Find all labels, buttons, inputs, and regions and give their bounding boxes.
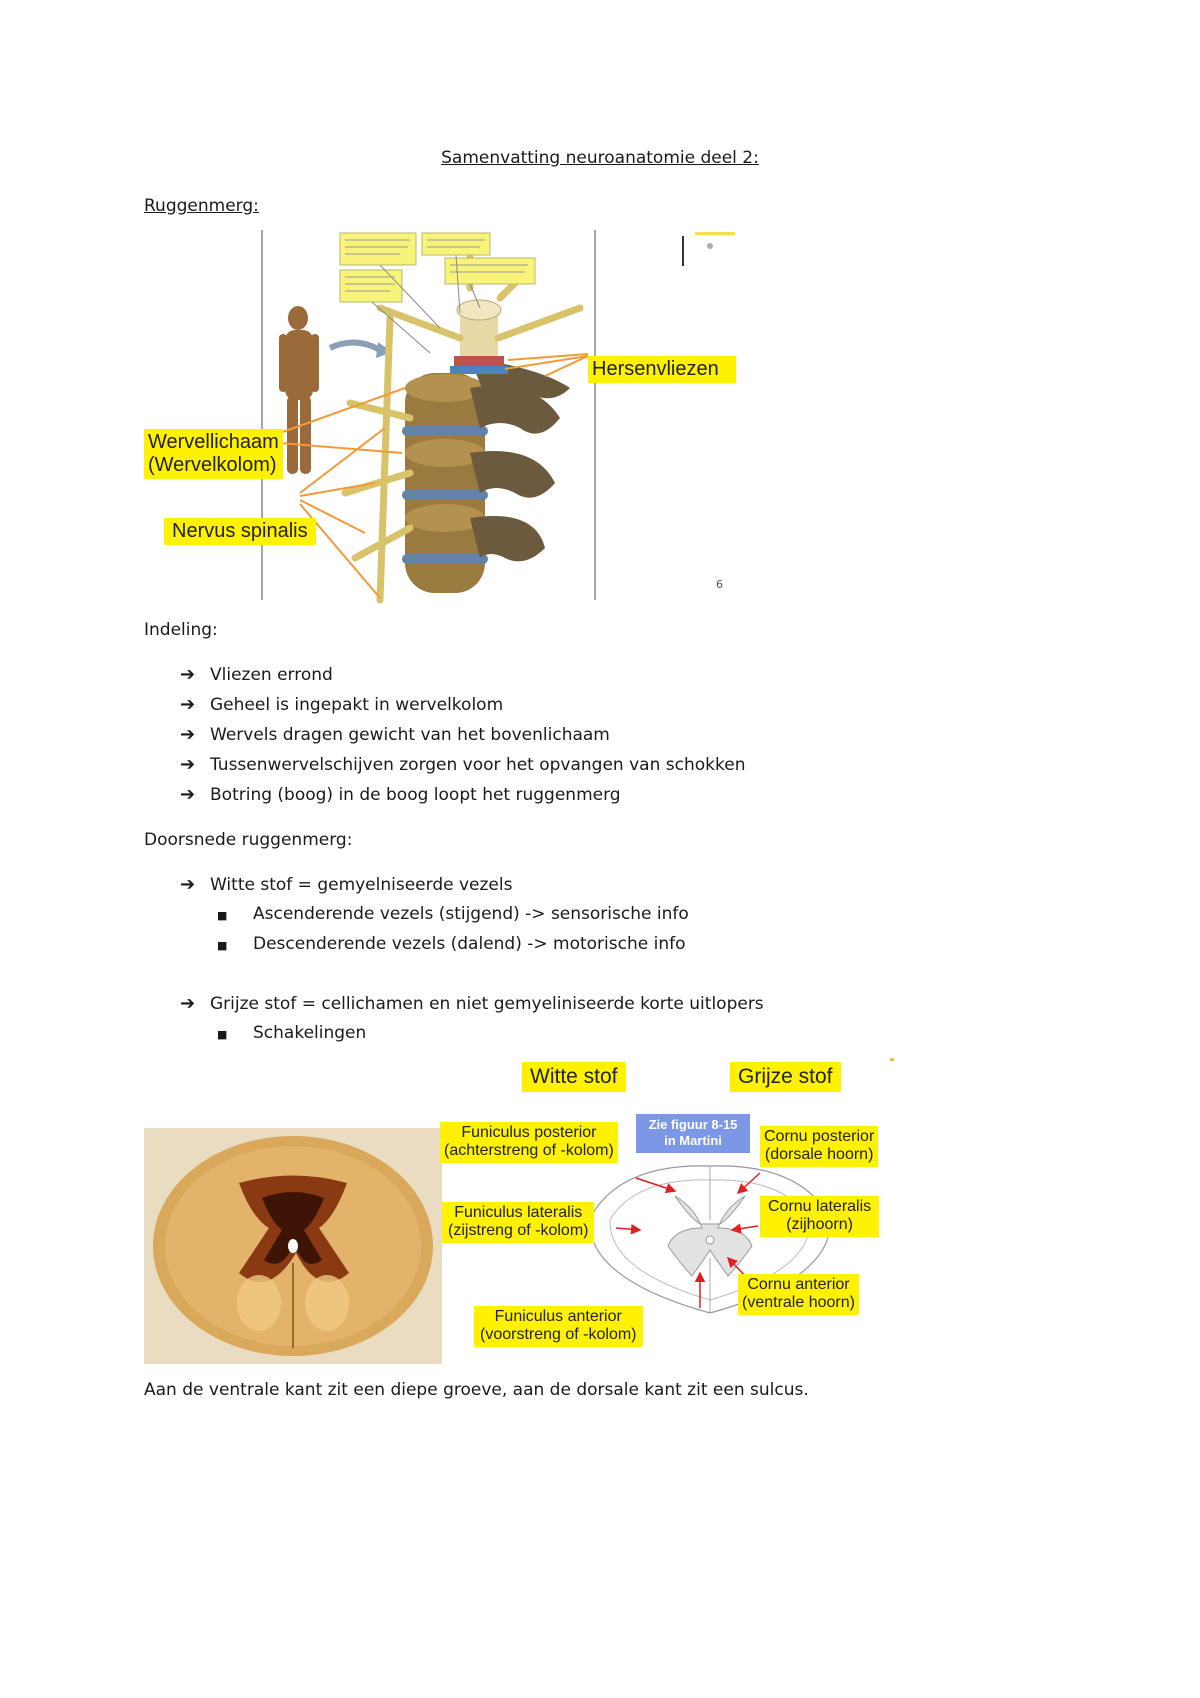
label-cornu-posterior: [760, 1126, 878, 1167]
label-funiculus-posterior: [440, 1122, 618, 1163]
arrow-bullet-icon: ➔: [180, 754, 196, 775]
list-item: [180, 754, 745, 775]
label-cornu-lateralis-line1: Cornu lateralis: [768, 1198, 872, 1215]
section-heading-ruggenmerg: Ruggenmerg:: [144, 196, 259, 216]
page-title: Samenvatting neuroanatomie deel 2:: [441, 148, 759, 168]
label-cornu-anterior-line2: (ventrale hoorn): [742, 1294, 855, 1312]
list-item-text: Schakelingen: [253, 1023, 367, 1043]
label-cornu-lateralis-line2: (zijhoorn): [786, 1216, 853, 1234]
arrow-bullet-icon: ➔: [180, 694, 196, 715]
arrow-bullet-icon: ➔: [180, 993, 196, 1014]
arrow-bullet-icon: ➔: [180, 664, 196, 685]
figure-page-mark: 6: [716, 578, 723, 591]
label-zie-figuur-line2: in Martini: [664, 1133, 722, 1149]
label-funiculus-anterior-line2: (voorstreng of -kolom): [480, 1326, 637, 1344]
label-witte-stof: Witte stof: [522, 1062, 626, 1092]
arrow-bullet-icon: ➔: [180, 784, 196, 805]
list-item-text: Tussenwervelschijven zorgen voor het opvangen van schokken: [210, 755, 746, 775]
list-item-text: Vliezen errond: [210, 665, 333, 685]
label-hersenvliezen: Hersenvliezen: [588, 356, 736, 383]
list-item: [180, 724, 610, 745]
cross-section-figure: [140, 1058, 900, 1368]
list-item: [180, 784, 621, 805]
label-cornu-posterior-line2: (dorsale hoorn): [764, 1146, 874, 1164]
label-wervellichaam-line2: (Wervelkolom): [148, 454, 277, 476]
label-wervellichaam-line1: Wervellichaam: [148, 431, 279, 453]
label-funiculus-posterior-line2: (achterstreng of -kolom): [444, 1142, 614, 1160]
label-funiculus-anterior: [474, 1306, 643, 1347]
label-nervus-spinalis: Nervus spinalis: [164, 518, 316, 545]
label-zie-figuur: [636, 1114, 750, 1153]
decorative-mark: [890, 1058, 894, 1061]
spinal-column-figure: [140, 228, 740, 608]
list-item: [180, 664, 333, 685]
square-bullet-icon: ■: [217, 939, 228, 952]
label-cornu-anterior-line1: Cornu anterior: [747, 1276, 850, 1293]
square-bullet-icon: ■: [217, 909, 228, 922]
sub-list-item: [217, 1023, 366, 1043]
label-cornu-anterior: [738, 1274, 859, 1315]
label-funiculus-lateralis-line1: Funiculus lateralis: [454, 1204, 583, 1221]
label-funiculus-posterior-line1: Funiculus posterior: [461, 1124, 597, 1141]
section-heading-indeling: Indeling:: [144, 620, 218, 640]
square-bullet-icon: ■: [217, 1028, 228, 1041]
list-item-text: Ascenderende vezels (stijgend) -> sensorische info: [253, 904, 689, 924]
list-item: [180, 694, 503, 715]
label-grijze-stof: Grijze stof: [730, 1062, 841, 1092]
list-item: [180, 874, 512, 895]
label-funiculus-anterior-line1: Funiculus anterior: [494, 1308, 622, 1325]
label-funiculus-lateralis-line2: (zijstreng of -kolom): [448, 1222, 589, 1240]
closing-paragraph: Aan de ventrale kant zit een diepe groeve, aan de dorsale kant zit een sulcus.: [144, 1380, 809, 1400]
label-cornu-posterior-line1: Cornu posterior: [764, 1128, 875, 1145]
list-item-text: Witte stof = gemyelniseerde vezels: [210, 875, 513, 895]
label-wervellichaam: [144, 429, 283, 479]
list-item-text: Geheel is ingepakt in wervelkolom: [210, 695, 504, 715]
list-item-text: Descenderende vezels (dalend) -> motorische info: [253, 934, 686, 954]
label-cornu-lateralis: [760, 1196, 879, 1237]
sub-list-item: [217, 934, 686, 954]
section-heading-doorsnede: Doorsnede ruggenmerg:: [144, 830, 353, 850]
label-funiculus-lateralis: [442, 1202, 594, 1243]
spinal-column-illustration: [140, 228, 740, 608]
sub-list-item: [217, 904, 689, 924]
list-item-text: Botring (boog) in de boog loopt het ruggenmerg: [210, 785, 621, 805]
list-item-text: Grijze stof = cellichamen en niet gemyeliniseerde korte uitlopers: [210, 994, 764, 1014]
label-zie-figuur-line1: Zie figuur 8-15: [648, 1117, 738, 1132]
arrow-bullet-icon: ➔: [180, 874, 196, 895]
list-item: [180, 993, 764, 1014]
list-item-text: Wervels dragen gewicht van het bovenlichaam: [210, 725, 610, 745]
arrow-bullet-icon: ➔: [180, 724, 196, 745]
